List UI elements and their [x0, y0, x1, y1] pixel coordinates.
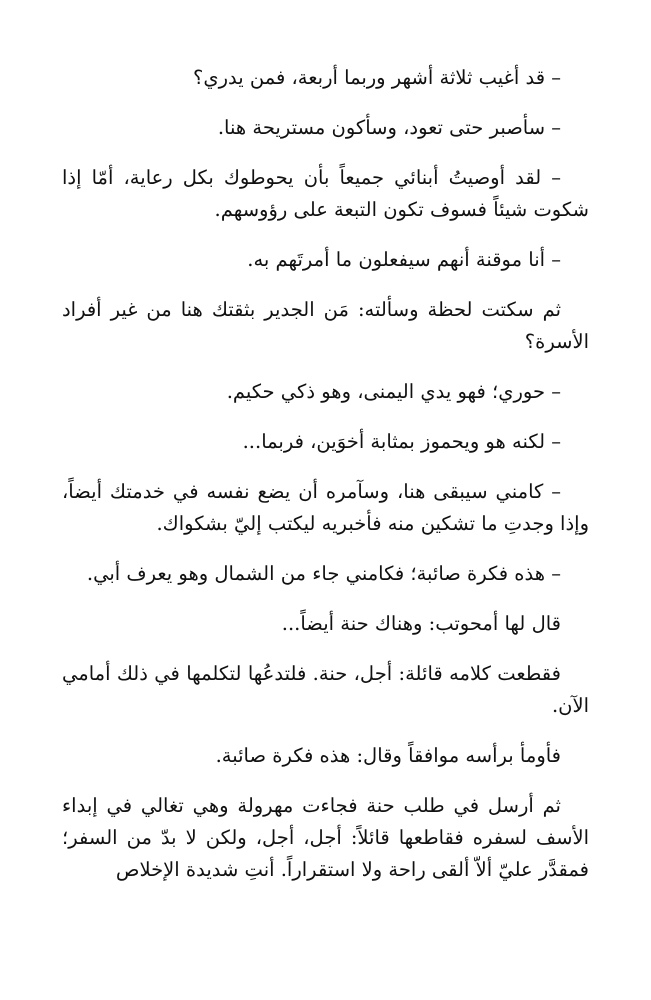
paragraph-7: – لكنه هو ويحموز بمثابة أخوَين، فربما...	[242, 430, 561, 453]
paragraph-11: فقطعت كلامه قائلة: أجل، حنة. فلتدعُها لتكلمها في ذلك أمامي الآن.	[62, 662, 589, 717]
paragraph-2: – سأصبر حتى تعود، وسأكون مستريحة هنا.	[217, 116, 561, 139]
paragraph-6: – حوري؛ فهو يدي اليمنى، وهو ذكي حكيم.	[226, 380, 561, 403]
page-text	[62, 62, 589, 904]
paragraph-13: ثم أرسل في طلب حنة فجاءت مهرولة وهي تغالي في إبداء الأسف لسفره فقاطعها قائلاً: أجل، أجل، ولكن لا بدّ من السفر؛ فمقدَّر عليّ ألاّ ألقى راحة ولا استقراراً. أنتِ شديدة الإخلاص	[62, 794, 589, 881]
paragraph-12: فأومأ برأسه موافقاً وقال: هذه فكرة صائبة.	[215, 744, 561, 767]
paragraph-1: – قد أغيب ثلاثة أشهر وربما أربعة، فمن يدري؟	[192, 66, 561, 89]
paragraph-5: ثم سكتت لحظة وسألته: مَن الجدير بثقتك هنا من غير أفراد الأسرة؟	[62, 298, 589, 353]
paragraph-8: – كامني سيبقى هنا، وسآمره أن يضع نفسه في خدمتك أيضاً، وإذا وجدتِ ما تشكين منه فأخبريه ليكتب إليّ بشكواك.	[62, 480, 589, 535]
paragraph-3: – لقد أوصيتُ أبنائي جميعاً بأن يحوطوك بكل رعاية، أمّا إذا شكوت شيئاً فسوف تكون التبعة على رؤوسهم.	[62, 166, 589, 221]
paragraph-10: قال لها أمحوتب: وهناك حنة أيضاً...	[281, 612, 561, 635]
paragraph-4: – أنا موقنة أنهم سيفعلون ما أمرتَهم به.	[247, 248, 561, 271]
paragraph-9: – هذه فكرة صائبة؛ فكامني جاء من الشمال وهو يعرف أبي.	[86, 562, 561, 585]
